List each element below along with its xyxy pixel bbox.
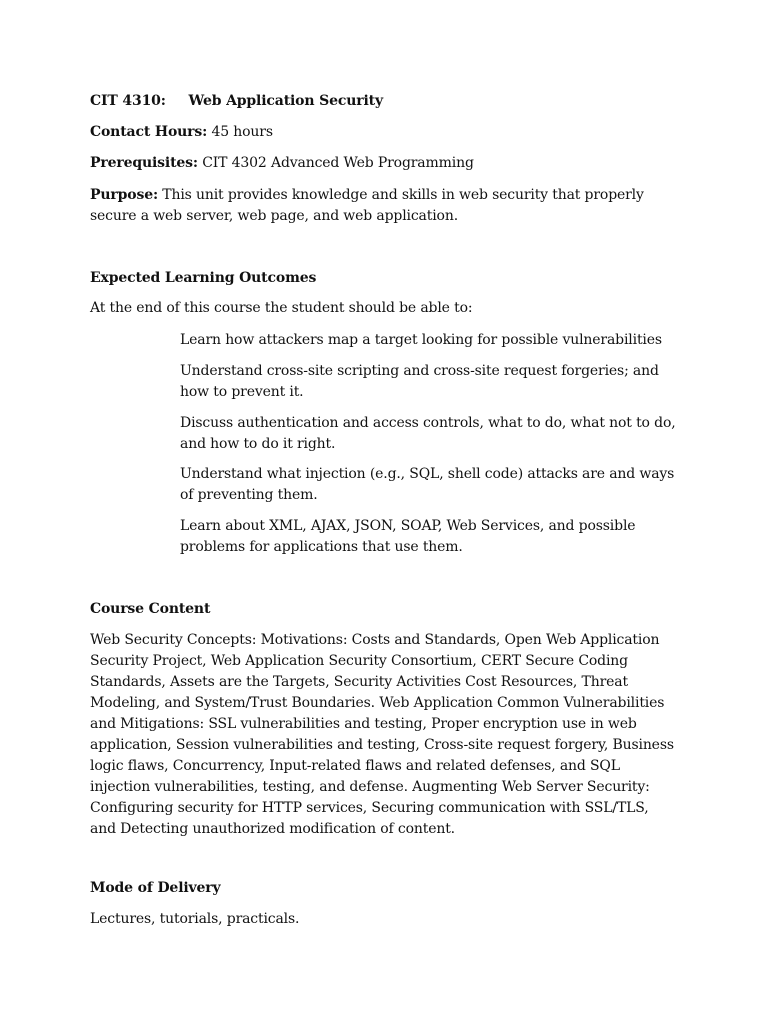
course-code: CIT 4310: xyxy=(90,93,166,109)
outcome-item: Understand what injection (e.g., SQL, shell code) attacks are and ways of preventing them. xyxy=(180,466,675,503)
outcome-item: Discuss authentication and access controls, what to do, what not to do, and how to do it right. xyxy=(180,415,676,452)
prerequisites-value: CIT 4302 Advanced Web Programming xyxy=(202,155,474,171)
contact-hours-label: Contact Hours: xyxy=(90,124,208,140)
outcome-item: Understand cross-site scripting and cross-site request forgeries; and how to prevent it. xyxy=(180,363,659,400)
prerequisites-label: Prerequisites: xyxy=(90,155,198,171)
course-content-heading: Course Content xyxy=(90,601,211,617)
mode-of-delivery-text: Lectures, tutorials, practicals. xyxy=(90,911,300,927)
purpose-label: Purpose: xyxy=(90,187,158,203)
outcomes-intro: At the end of this course the student should be able to: xyxy=(90,300,473,316)
course-title: Web Application Security xyxy=(188,93,383,109)
contact-hours-line xyxy=(90,122,690,143)
course-title-line xyxy=(90,91,690,112)
outcomes-heading: Expected Learning Outcomes xyxy=(90,270,317,286)
mode-of-delivery-heading: Mode of Delivery xyxy=(90,880,221,896)
outcome-item: Learn about XML, AJAX, JSON, SOAP, Web Services, and possible problems for applications that use them. xyxy=(180,518,636,555)
prerequisites-line xyxy=(90,153,690,174)
contact-hours-value: 45 hours xyxy=(211,124,273,140)
outcome-item: Learn how attackers map a target looking for possible vulnerabilities xyxy=(180,332,662,348)
purpose-text: This unit provides knowledge and skills in web security that properly secure a web server, web page, and web application. xyxy=(90,187,644,224)
course-content-text: Web Security Concepts: Motivations: Costs and Standards, Open Web Application Security Project, Web Application Security Consortium, CERT Secure Coding Standards, Assets are the Targets, Security Activities Cost Resources, Threat Modeling, and System/Trust Boundaries. Web Application Common Vulnerabilities and Mitigations: SSL vulnerabilities and testing, Proper encryption use in web application, Session vulnerabilities and testing, Cross-site request forgery, Business logic flaws, Concurrency, Input-related flaws and related defenses, and SQL injection vulnerabilities, testing, and defense. Augmenting Web Server Security: Configuring security for HTTP services, Securing communication with SSL/TLS, and Detecting unauthorized modification of content. xyxy=(90,632,674,837)
purpose-paragraph xyxy=(90,185,690,227)
